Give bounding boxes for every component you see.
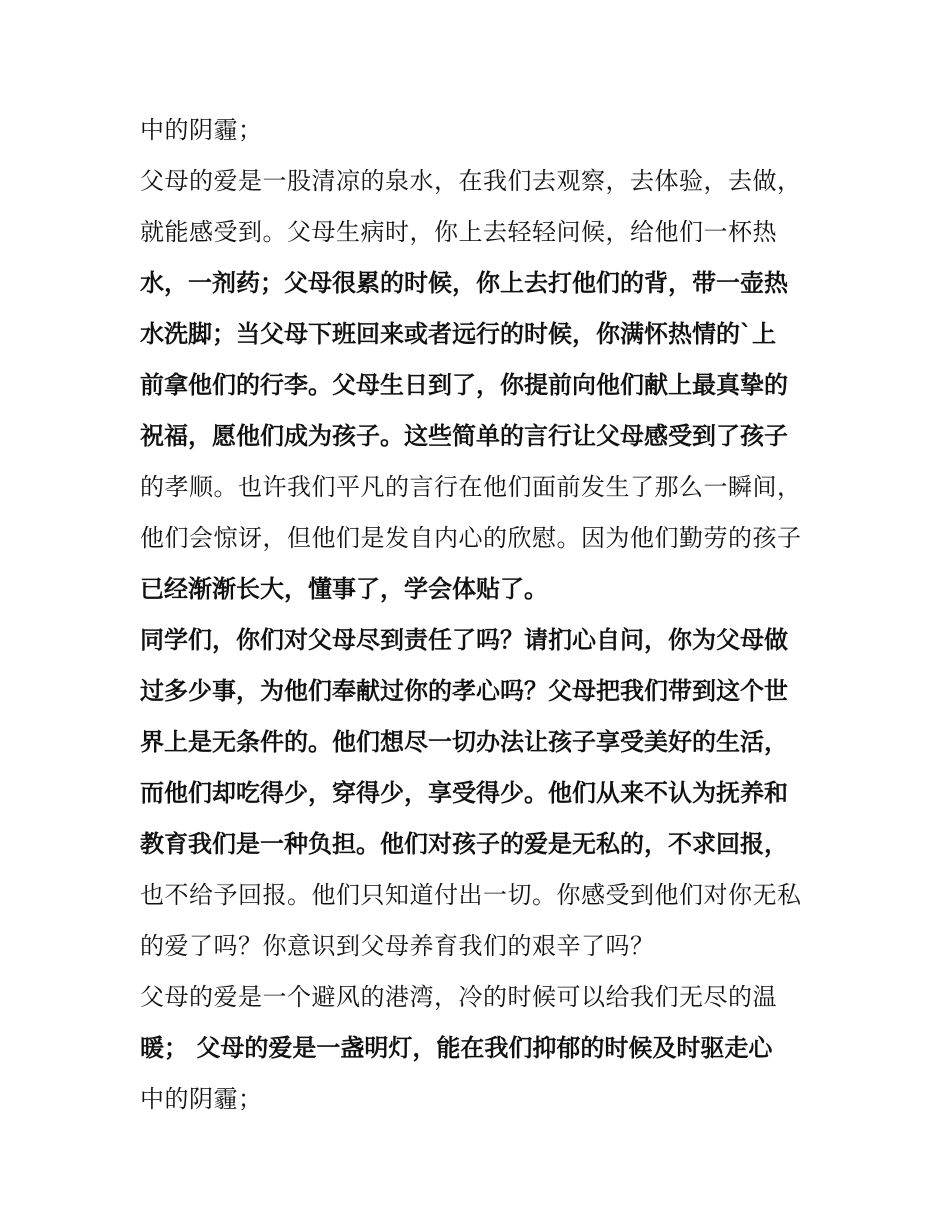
text-line-12: 过多少事，为他们奉献过你的孝心吗？父母把我们带到这个世: [140, 677, 788, 705]
text-line-7: 祝福，愿他们成为孩子。这些简单的言行让父母感受到了孩子: [140, 422, 788, 450]
text-line-15: 教育我们是一种负担。他们对孩子的爱是无私的，不求回报，: [140, 830, 788, 858]
text-line-5: 水洗脚；当父母下班回来或者远行的时候，你满怀热情的`上: [140, 320, 776, 348]
text-line-17: 的爱了吗？你意识到父母养育我们的艰辛了吗？: [140, 932, 655, 960]
text-line-8: 的孝顺。也许我们平凡的言行在他们面前发生了那么一瞬间，: [140, 473, 802, 501]
text-line-3: 就能感受到。父母生病时，你上去轻轻问候，给他们一杯热: [140, 218, 777, 246]
text-line-9: 他们会惊讶，但他们是发自内心的欣慰。因为他们勤劳的孩子: [140, 524, 802, 552]
text-line-14: 而他们却吃得少，穿得少，享受得少。他们从来不认为抚养和: [140, 779, 788, 807]
text-line-18: 父母的爱是一个避风的港湾，冷的时候可以给我们无尽的温: [140, 983, 777, 1011]
text-line-1: 中的阴霾；: [140, 116, 263, 144]
text-line-19: 暖； 父母的爱是一盏明灯，能在我们抑郁的时候及时驱走心: [140, 1034, 773, 1062]
text-line-13: 界上是无条件的。他们想尽一切办法让孩子享受美好的生活，: [140, 728, 788, 756]
text-line-20: 中的阴霾；: [140, 1085, 263, 1113]
text-line-6: 前拿他们的行李。父母生日到了，你提前向他们献上最真挚的: [140, 371, 788, 399]
text-line-11: 同学们，你们对父母尽到责任了吗？请扪心自问，你为父母做: [140, 626, 788, 654]
text-line-2: 父母的爱是一股清凉的泉水，在我们去观察，去体验，去做，: [140, 167, 802, 195]
text-line-16: 也不给予回报。他们只知道付出一切。你感受到他们对你无私: [140, 881, 802, 909]
text-line-4: 水，一剂药；父母很累的时候，你上去打他们的背，带一壶热: [140, 269, 788, 297]
text-line-10: 已经渐渐长大，懂事了，学会体贴了。: [140, 575, 548, 603]
document-body: [140, 105, 830, 1125]
